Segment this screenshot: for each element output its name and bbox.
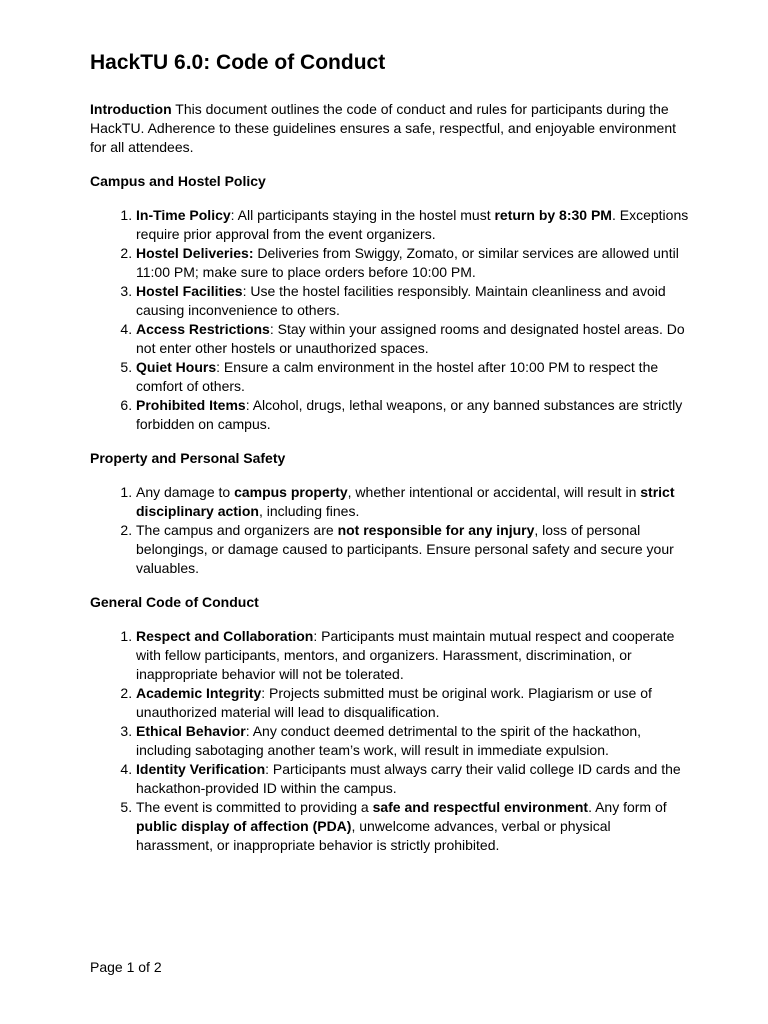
list-item-text: : Participants must always carry their valid college ID cards and the hackathon-provided ID within the campus. [136,761,681,796]
list-item [136,521,690,578]
bold-text: In-Time Policy [136,207,231,223]
list-item [136,282,690,320]
bold-text: campus property [234,484,348,500]
list-item-text: , including fines. [258,503,360,519]
bold-text: Access Restrictions [136,321,270,337]
list-item-text: Any damage to [136,484,235,500]
section-heading-general-conduct: General Code of Conduct [90,594,259,610]
bold-text: Hostel Deliveries: [136,245,254,261]
introduction-label: Introduction [90,101,172,117]
list-item [136,722,690,760]
bold-text: public display of affection (PDA) [136,818,352,834]
list-item-text: , whether intentional or accidental, will result in [347,484,641,500]
list-item-text: : Projects submitted must be original work. Plagiarism or use of unauthorized material will lead to disqualification. [136,685,652,720]
bold-text: not responsible for any injury [337,522,535,538]
introduction-text: This document outlines the code of conduct and rules for participants during the HackTU. Adherence to these guidelines ensures a safe, respectful, and enjoyable environment for all attendees. [90,101,677,155]
list-item-text: : Any conduct deemed detrimental to the spirit of the hackathon, including sabotaging another team’s work, will result in immediate expulsion. [136,723,642,758]
section-heading-campus-hostel: Campus and Hostel Policy [90,173,266,189]
list-item [136,684,690,722]
list-item [136,244,690,282]
bold-text: Academic Integrity [136,685,262,701]
list-item-text: The campus and organizers are [136,522,338,538]
bold-text: Hostel Facilities [136,283,243,299]
list-item-text: , unwelcome advances, verbal or physical harassment, or inappropriate behavior is strictly prohibited. [136,818,611,853]
bold-text: Identity Verification [136,761,266,777]
bold-text: Prohibited Items [136,397,246,413]
list-item [136,483,690,521]
list-item-text: . Any form of [588,799,667,815]
list-item-text: : Participants must maintain mutual respect and cooperate with fellow participants, mentors, and organizers. Harassment, discrimination, or inappropriate behavior will not be tolerated. [136,628,675,682]
bold-text: Quiet Hours [136,359,217,375]
page-number: Page 1 of 2 [90,959,162,975]
introduction-paragraph [90,100,690,157]
general-conduct-list [90,627,690,855]
list-item-text: : Stay within your assigned rooms and designated hostel areas. Do not enter other hostels or unauthorized spaces. [136,321,685,356]
bold-text: strict disciplinary action [136,484,675,519]
list-item-text: Deliveries from Swiggy, Zomato, or similar services are allowed until 11:00 PM; make sure to place orders before 10:00 PM. [136,245,679,280]
property-safety-list [90,483,690,578]
bold-text: Respect and Collaboration [136,628,314,644]
list-item-text: : Use the hostel facilities responsibly. Maintain cleanliness and avoid causing inconvenience to others. [136,283,666,318]
bold-text: return by 8:30 PM [494,207,612,223]
list-item-text: : Ensure a calm environment in the hostel after 10:00 PM to respect the comfort of others. [136,359,659,394]
document-page [90,50,690,870]
bold-text: safe and respectful environment [372,799,589,815]
list-item-text: : All participants staying in the hostel must [230,207,495,223]
list-item-text: . Exceptions require prior approval from the event organizers. [136,207,689,242]
list-item-text: , loss of personal belongings, or damage caused to participants. Ensure personal safety and secure your valuables. [136,522,674,576]
list-item [136,798,690,855]
bold-text: Ethical Behavior [136,723,246,739]
list-item [136,396,690,434]
list-item [136,358,690,396]
list-item [136,760,690,798]
list-item [136,206,690,244]
campus-hostel-list [90,206,690,434]
document-title: HackTU 6.0: Code of Conduct [90,51,386,74]
list-item [136,320,690,358]
list-item-text: : Alcohol, drugs, lethal weapons, or any banned substances are strictly forbidden on campus. [136,397,683,432]
list-item [136,627,690,684]
section-heading-property-safety: Property and Personal Safety [90,450,286,466]
list-item-text: The event is committed to providing a [136,799,373,815]
